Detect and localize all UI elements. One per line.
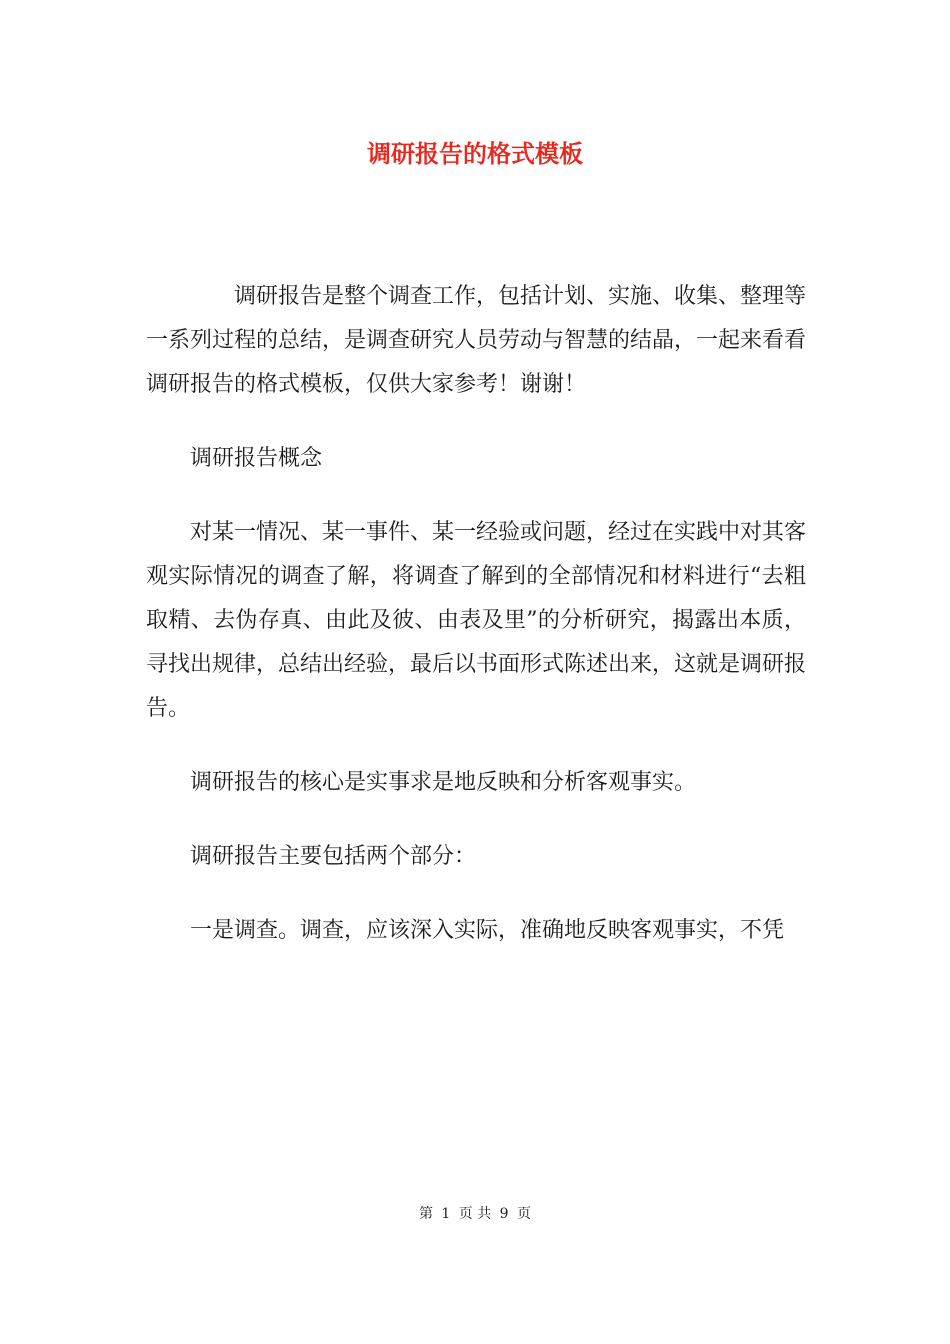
document-body xyxy=(146,275,806,983)
page-footer xyxy=(0,1204,950,1224)
footer-suffix: 页 xyxy=(517,1206,532,1222)
footer-middle: 页 共 xyxy=(458,1206,492,1222)
survey-paragraph: 一是调查。调查，应该深入实际，准确地反映客观事实，不凭 xyxy=(190,918,785,943)
core-paragraph: 调研报告的核心是实事求是地反映和分析客观事实。 xyxy=(190,770,697,795)
document-title: 调研报告的格式模板 xyxy=(367,139,583,168)
section-heading-concept: 调研报告概念 xyxy=(190,446,323,471)
footer-total-pages: 9 xyxy=(499,1206,509,1222)
footer-current-page: 1 xyxy=(441,1206,451,1222)
parts-paragraph: 调研报告主要包括两个部分： xyxy=(190,844,477,869)
intro-paragraph: 调研报告是整个调查工作，包括计划、实施、收集、整理等一系列过程的总结，是调查研究人员劳动与智慧的结晶，一起来看看调研报告的格式模板，仅供大家参考！谢谢！ xyxy=(146,284,807,397)
footer-prefix: 第 xyxy=(418,1206,433,1222)
concept-paragraph: 对某一情况、某一事件、某一经验或问题，经过在实践中对其客观实际情况的调查了解，将调查了解到的全部情况和材料进行“去粗取精、去伪存真、由此及彼、由表及里”的分析研究，揭露出本质，寻找出规律，总结出经验，最后以书面形式陈述出来，这就是调研报告。 xyxy=(146,520,807,721)
